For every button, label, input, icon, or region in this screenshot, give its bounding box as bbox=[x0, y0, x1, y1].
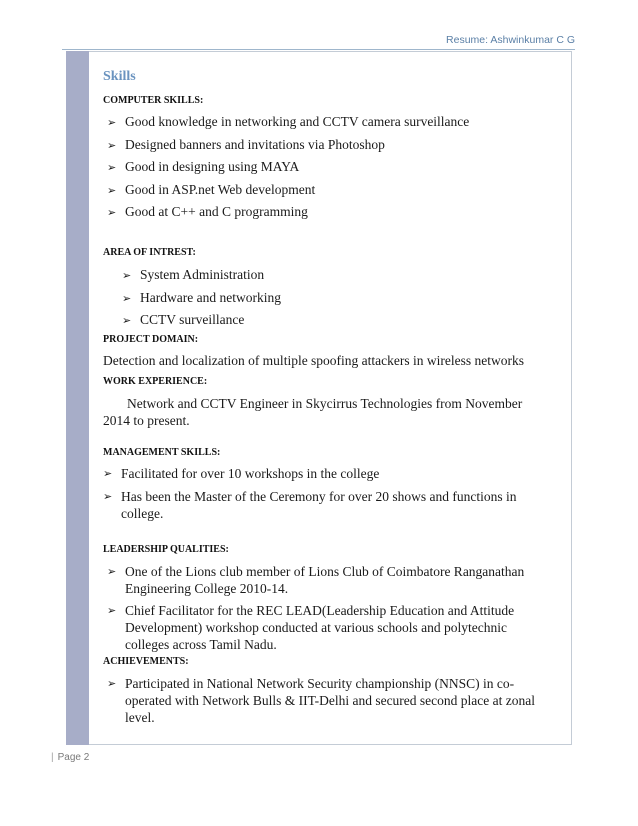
arrow-bullet-icon: ➢ bbox=[122, 270, 132, 282]
computer-skills-heading: COMPUTER SKILLS: bbox=[103, 95, 204, 106]
list-item: ➢ Facilitated for over 10 workshops in the college bbox=[103, 466, 380, 481]
achievements-heading: ACHIEVEMENTS: bbox=[103, 656, 189, 667]
work-experience-line: 2014 to present. bbox=[103, 413, 190, 428]
list-item: ➢ Designed banners and invitations via Photoshop bbox=[107, 136, 385, 155]
arrow-bullet-icon: ➢ bbox=[107, 162, 117, 174]
list-item: ➢ One of the Lions club member of Lions Club of Coimbatore Ranganathan Engineering College 2010-14. bbox=[107, 564, 525, 596]
list-item: ➢ Participated in National Network Security championship (NNSC) in co-operated with Network Bulls & IIT-Delhi and secured second place at zonal level. bbox=[107, 676, 535, 725]
arrow-bullet-icon: ➢ bbox=[107, 207, 117, 219]
list-item: ➢ Good at C++ and C programming bbox=[107, 203, 308, 222]
arrow-bullet-icon: ➢ bbox=[107, 117, 117, 129]
running-head: Resume: Ashwinkumar C G bbox=[446, 34, 575, 46]
list-item: ➢ Chief Facilitator for the REC LEAD(Leadership Education and Attitude Development) workshop conducted at various schools and polytechnic colleges across Tamil Nadu. bbox=[107, 603, 515, 652]
arrow-bullet-icon: ➢ bbox=[107, 605, 117, 617]
arrow-bullet-icon: ➢ bbox=[122, 293, 132, 305]
footer-separator: | bbox=[51, 752, 54, 763]
arrow-bullet-icon: ➢ bbox=[103, 468, 113, 480]
page-number: Page 2 bbox=[57, 752, 90, 763]
arrow-bullet-icon: ➢ bbox=[107, 678, 117, 690]
list-item: ➢ System Administration bbox=[122, 266, 264, 285]
list-item: ➢ Good knowledge in networking and CCTV camera surveillance bbox=[107, 113, 469, 132]
list-item: ➢ Hardware and networking bbox=[122, 289, 281, 308]
page-footer bbox=[51, 752, 89, 763]
area-of-interest-heading: AREA OF INTREST: bbox=[103, 247, 196, 258]
arrow-bullet-icon: ➢ bbox=[122, 315, 132, 327]
arrow-bullet-icon: ➢ bbox=[107, 185, 117, 197]
list-item: ➢ Good in designing using MAYA bbox=[107, 158, 299, 177]
work-experience-heading: WORK EXPERIENCE: bbox=[103, 376, 208, 387]
arrow-bullet-icon: ➢ bbox=[107, 566, 117, 578]
work-experience-line: Network and CCTV Engineer in Skycirrus Technologies from November bbox=[127, 396, 523, 411]
arrow-bullet-icon: ➢ bbox=[107, 140, 117, 152]
project-domain-text: Detection and localization of multiple spoofing attackers in wireless networks bbox=[103, 353, 525, 368]
project-domain-heading: PROJECT DOMAIN: bbox=[103, 334, 199, 345]
sidebar-band bbox=[66, 51, 89, 745]
arrow-bullet-icon: ➢ bbox=[103, 491, 113, 503]
header-rule bbox=[62, 49, 575, 50]
list-item: ➢ Good in ASP.net Web development bbox=[107, 181, 315, 200]
section-title: Skills bbox=[103, 69, 136, 84]
list-item: ➢ Has been the Master of the Ceremony for over 20 shows and functions in college. bbox=[103, 489, 517, 521]
management-skills-heading: MANAGEMENT SKILLS: bbox=[103, 447, 221, 458]
list-item: ➢ CCTV surveillance bbox=[122, 311, 244, 330]
leadership-qualities-heading: LEADERSHIP QUALITIES: bbox=[103, 544, 229, 555]
